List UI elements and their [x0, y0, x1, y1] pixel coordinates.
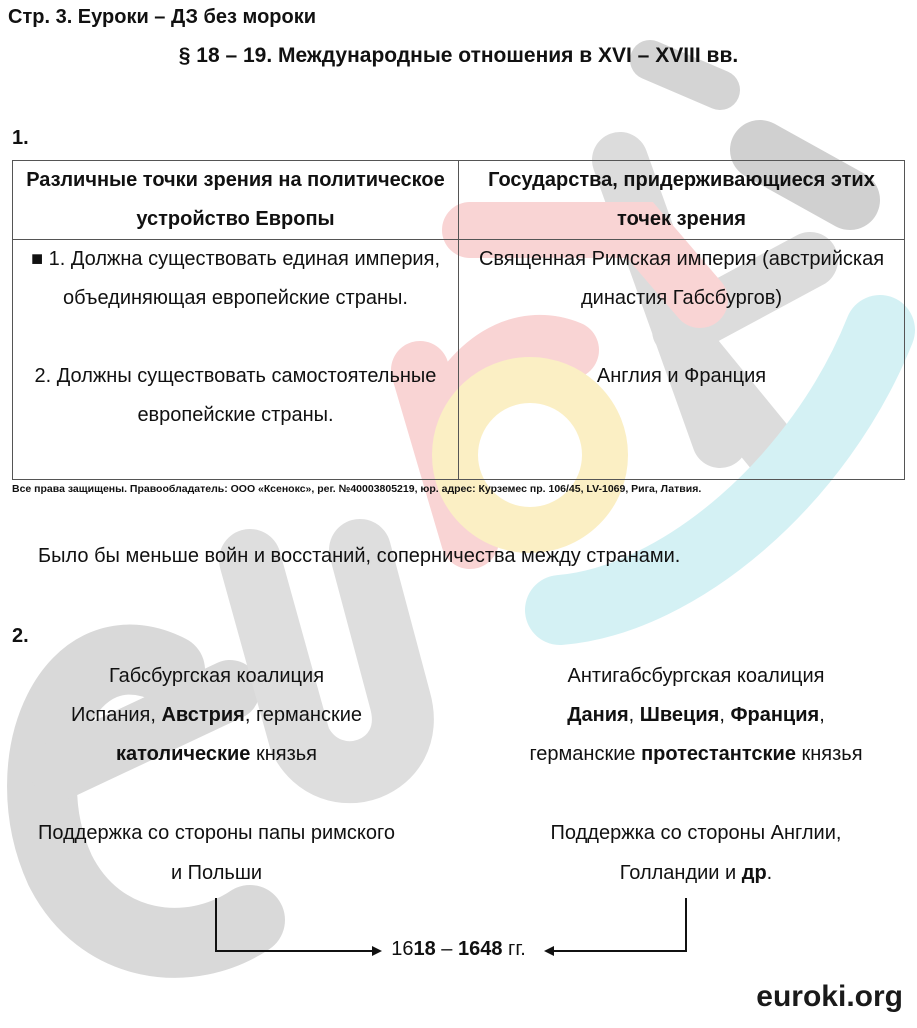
page-title: § 18 – 19. Международные отношения в XVI – XVIII вв.: [178, 44, 739, 67]
page-header: Стр. 3. Еуроки – ДЗ без мороки: [8, 6, 317, 28]
habsburg-title: Габсбургская коалиция: [108, 665, 325, 687]
table-cell-viewpoints: [13, 240, 459, 480]
habsburg-coalition: [0, 657, 433, 774]
states-1: Священная Римская империя (австрийская династия Габсбургов): [478, 248, 885, 309]
states-2: Англия и Франция: [596, 365, 767, 387]
austria-bold: Австрия: [161, 704, 245, 726]
anti-habsburg-title: Антигабсбургская коалиция: [567, 665, 825, 687]
copyright-notice: Все права защищены. Правообладатель: ООО «Ксенокс», рег. №40003805219, юр. адрес: Курземес пр. 106/45, LV-1069, Рига, Латвия.: [12, 483, 702, 495]
table-row: [13, 240, 905, 480]
viewpoint-1: ■ 1. Должна существовать единая империя, объединяющая европейские страны.: [31, 248, 440, 309]
protestant-bold: протестантские: [641, 743, 796, 765]
anti-habsburg-coalition: [486, 657, 906, 774]
table-header-viewpoints: Различные точки зрения на политическое устройство Европы: [13, 161, 459, 240]
war-dates: 1618 – 1648 гг.: [391, 938, 526, 960]
section-1-number: 1.: [12, 127, 29, 149]
catholic-bold: католические: [115, 743, 251, 765]
section-2-number: 2.: [12, 625, 29, 647]
answer-text: Было бы меньше войн и восстаний, соперничества между странами.: [38, 545, 681, 567]
anti-habsburg-support: Поддержка со стороны Англии, Голландии и др.: [550, 822, 842, 884]
viewpoint-2: 2. Должны существовать самостоятельные европейские страны.: [34, 365, 437, 426]
table-header-states: Государства, придерживающиеся этих точек зрения: [459, 161, 905, 240]
table-header-row: [13, 161, 905, 240]
site-brand: euroki.org: [756, 980, 903, 1013]
habsburg-princes-line: католические князья: [115, 743, 317, 765]
table-cell-states: [459, 240, 905, 480]
anti-habsburg-princes-line: германские протестантские князья: [529, 743, 863, 765]
habsburg-members-line: Испания, Австрия, германские: [70, 704, 363, 726]
viewpoints-table: [12, 160, 905, 480]
anti-habsburg-members-line: Дания, Швеция, Франция,: [567, 704, 825, 726]
habsburg-support: Поддержка со стороны папы римского и Польши: [38, 822, 395, 884]
